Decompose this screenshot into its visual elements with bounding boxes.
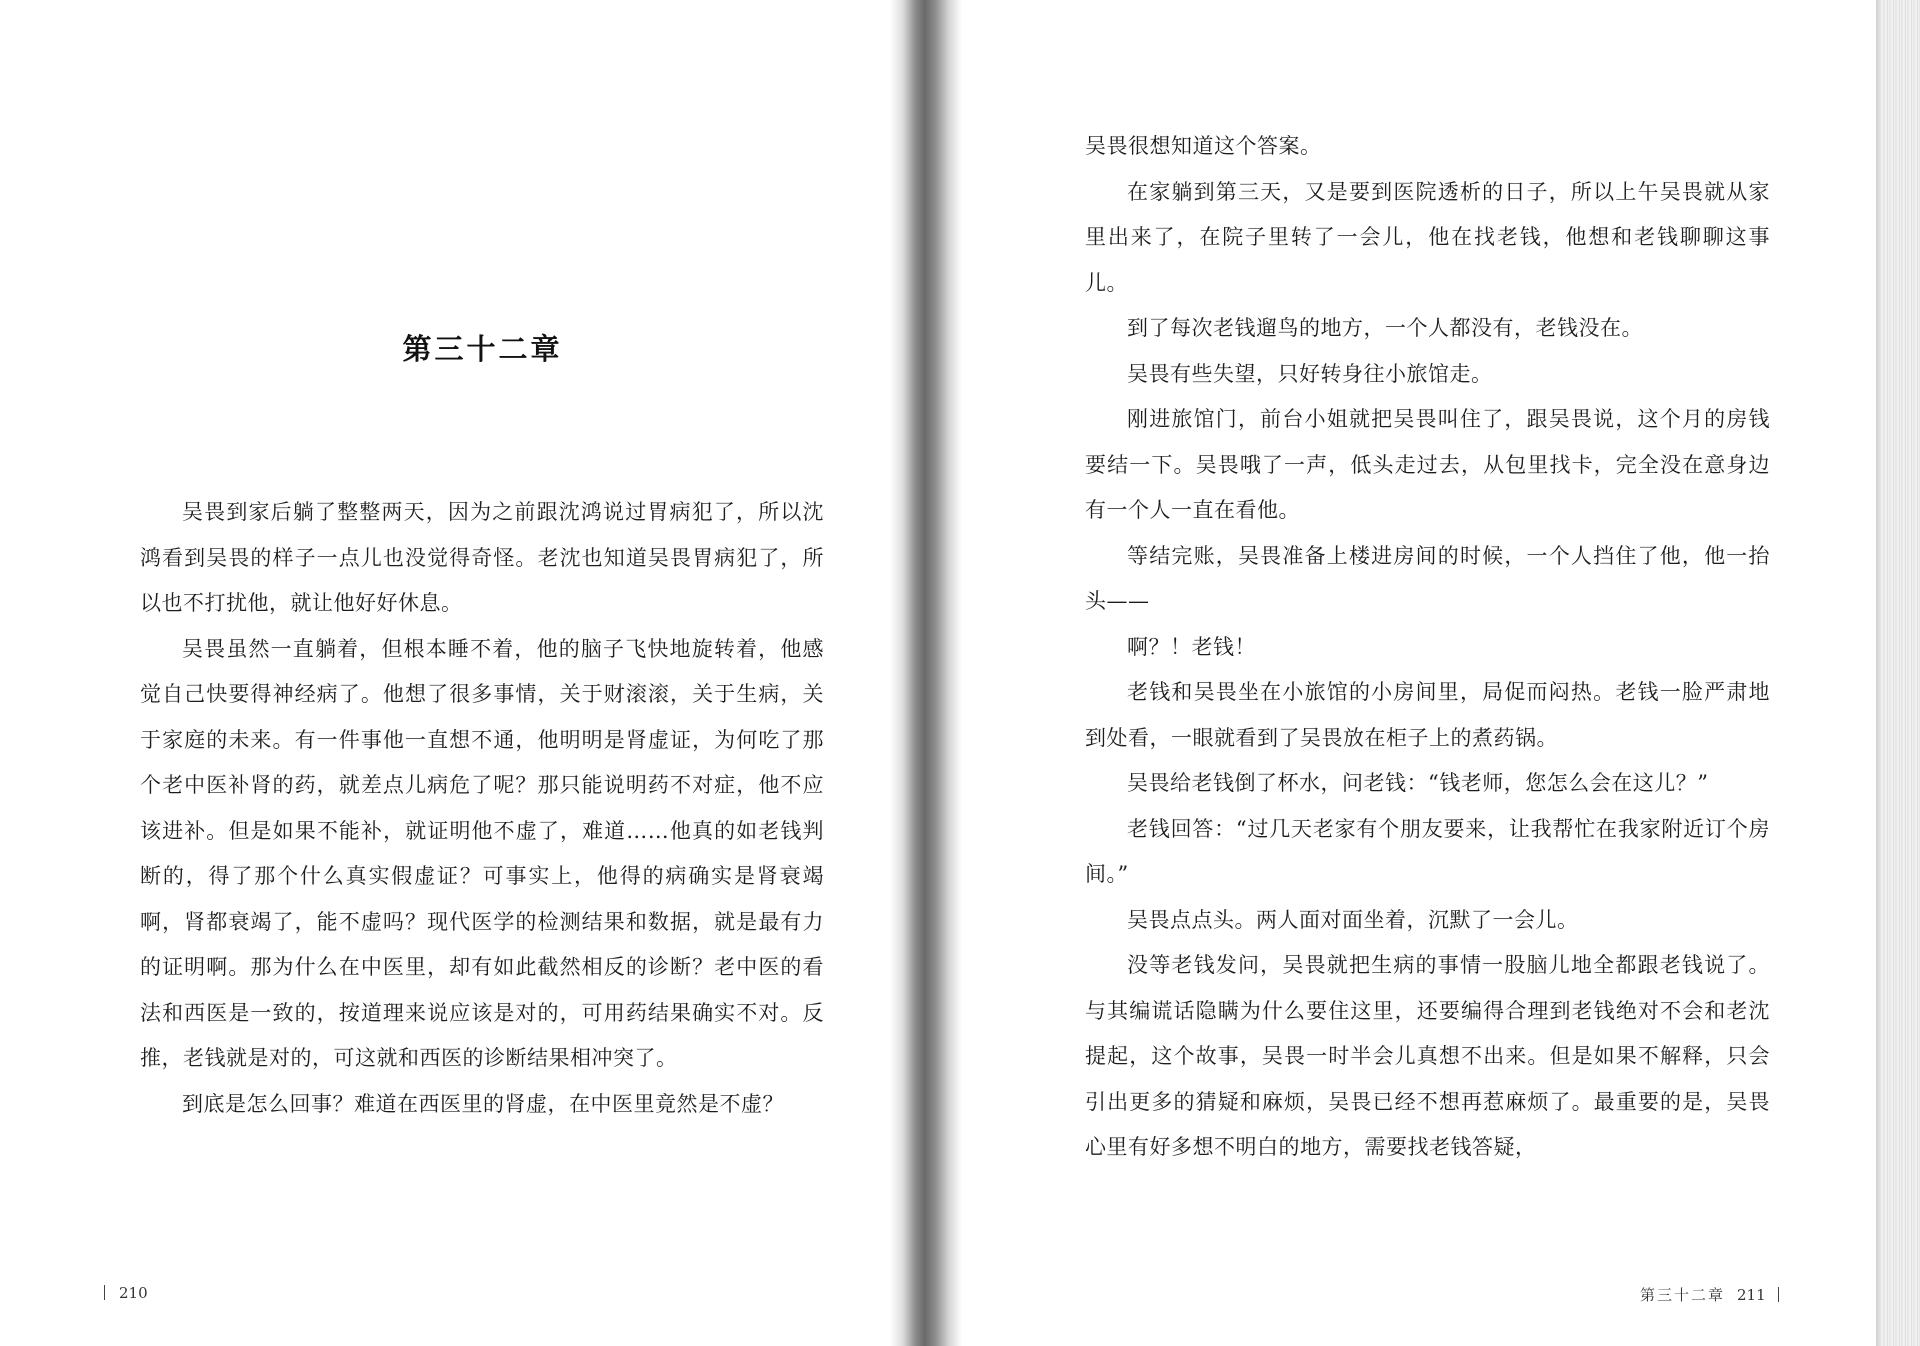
paragraph: 吴畏给老钱倒了杯水，问老钱：“钱老师，您怎么会在这儿？” <box>1127 771 1709 795</box>
page-number: 211 <box>1737 1286 1766 1304</box>
footer-rule <box>104 1285 105 1300</box>
chapter-title: 第三十二章 <box>402 332 563 367</box>
paragraph: 吴畏点点头。两人面对面坐着，沉默了一会儿。 <box>1127 907 1579 932</box>
paragraph: 吴畏有些失望，只好转身往小旅馆走。 <box>1127 361 1493 386</box>
book-gutter-shadow <box>890 0 962 1346</box>
paragraph: 啊？！老钱！ <box>1127 634 1256 659</box>
paragraph: 吴畏到家后躺了整整两天，因为之前跟沈鸿说过胃病犯了，所以沈鸿看到吴畏的样子一点儿也没觉得奇怪。老沈也知道吴畏胃病犯了，所以也不打扰他，就让他好好休息。 <box>140 500 824 615</box>
paragraph: 没等老钱发问，吴畏就把生病的事情一股脑儿地全都跟老钱说了。与其编谎话隐瞒为什么要住这里，还要编得合理到老钱绝对不会和老沈提起，这个故事，吴畏一时半会儿真想不出来。但是如果不解释，只会引出更多的猜疑和麻烦，吴畏已经不想再惹麻烦了。最重要的是，吴畏心里有好多想不明白的地方，需要找老钱答疑， <box>1085 953 1770 1159</box>
paragraph: 到了每次老钱遛鸟的地方，一个人都没有，老钱没在。 <box>1127 316 1643 340</box>
paragraph: 到底是怎么回事？难道在西医里的肾虚，在中医里竟然是不虚？ <box>182 1091 784 1116</box>
paragraph-continued: 吴畏很想知道这个答案。 <box>1085 134 1322 158</box>
running-head: 第三十二章 <box>1640 1286 1726 1304</box>
paragraph: 老钱回答：“过几天老家有个朋友要来，让我帮忙在我家附近订个房间。” <box>1085 816 1770 886</box>
paragraph: 在家躺到第三天，又是要到医院透析的日子，所以上午吴畏就从家里出来了，在院子里转了一会儿，他在找老钱，他想和老钱聊聊这事儿。 <box>1085 179 1770 295</box>
paragraph: 老钱和吴畏坐在小旅馆的小房间里，局促而闷热。老钱一脸严肃地到处看，一眼就看到了吴畏放在柜子上的煮药锅。 <box>1085 680 1770 750</box>
right-page-text <box>1085 124 1770 1171</box>
paragraph: 吴畏虽然一直躺着，但根本睡不着，他的脑子飞快地旋转着，他感觉自己快要得神经病了。他想了很多事情，关于财滚滚，关于生病，关于家庭的未来。有一件事他一直想不通，他明明是肾虚证，为何吃了那个老中医补肾的药，就差点儿病危了呢？那只能说明药不对症，他不应该进补。但是如果不能补，就证明他不虚了，难道……他真的如老钱判断的，得了那个什么真实假虚证？可事实上，他得的病确实是肾衰竭啊，肾都衰竭了，能不虚吗？现代医学的检测结果和数据，就是最有力的证明啊。那为什么在中医里，却有如此截然相反的诊断？老中医的看法和西医是一致的，按道理来说应该是对的，可用药结果确实不对。反推，老钱就是对的，可这就和西医的诊断结果相冲突了。 <box>140 636 824 1070</box>
page-number: 210 <box>119 1284 148 1302</box>
footer-rule <box>1778 1287 1779 1302</box>
left-page-text <box>140 490 824 1127</box>
page-edge-stack <box>1876 0 1920 1346</box>
page-footer-left <box>104 1284 148 1302</box>
paragraph: 等结完账，吴畏准备上楼进房间的时候，一个人挡住了他，他一抬头—— <box>1085 543 1770 613</box>
page-footer-right <box>1640 1284 1779 1305</box>
paragraph: 刚进旅馆门，前台小姐就把吴畏叫住了，跟吴畏说，这个月的房钱要结一下。吴畏哦了一声，低头走过去，从包里找卡，完全没在意身边有一个人一直在看他。 <box>1085 407 1770 522</box>
